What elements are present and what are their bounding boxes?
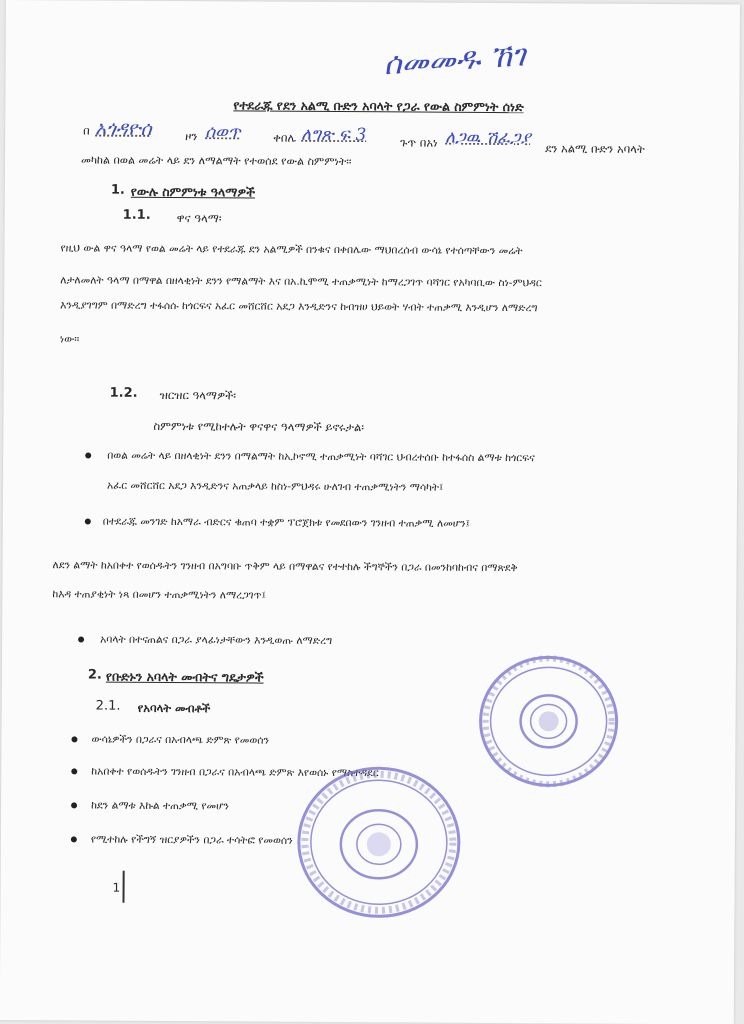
intro-label-kebele: ቀበሌ xyxy=(273,130,297,145)
rights-bullet: የሚተከሉ የችግኝ ዝርያዎችን በጋራ ተሳትፎ የመወሰን xyxy=(90,833,293,847)
section-1-2-number: 1.2. xyxy=(109,385,138,401)
bullet-dot xyxy=(71,802,77,808)
document-title: የተደራጁ የደን አልሚ ቡድን አባላት የጋራ የውል ስምምነት ሰነድ xyxy=(233,97,524,115)
page-number-bracket xyxy=(122,871,124,903)
purpose-para-line: ነው፡፡ xyxy=(59,333,80,346)
bullet-dot xyxy=(71,736,77,742)
objective-bullet-2: በተደራጁ መንገድ ከአማራ ብድርና ቁጠባ ተቋም ፕሮጀክቱ የመደበውን ገንዘብ ተጠቃሚ ለመሆን፤ xyxy=(102,515,470,530)
section-1-1-number: 1.1. xyxy=(122,207,151,223)
rights-bullet: ከደን ልማቱ እኩል ተጠቃሚ የመሆን xyxy=(91,799,229,813)
objective-bullet-1-line: አፈር መሸርሸር አደጋ እንዲድንና አጠቃላይ ከስነ-ምህዳሩ ሁለገብ ተጠቃሚነትን ማሳካት፤ xyxy=(106,479,444,494)
section-1-number: 1. xyxy=(110,182,125,198)
official-stamp-right xyxy=(475,651,622,792)
bullet-dot xyxy=(85,518,91,524)
purpose-para-line: እንዲያገግም በማድረግ ተፋሰሱ ከጎርፍና አፈር መሸርሸር አደጋ እንዲድንና ከብዝሀ ህይወት ሃብት ተጠቃሚ እንዲሆን ለማድረግ xyxy=(60,299,538,315)
rights-bullet: ከአበቀተ የወሰዱትን ገንዘብ በጋራና በአብላጫ ድምጽ እየወሰኑ የማስተዳደር xyxy=(91,765,379,780)
section-2-1-heading: የአባላት መብቶች xyxy=(137,700,211,716)
section-1-2-intro: ስምምነቱ የሚከተሉት ዋናዋና ዓላማዎች ይኖሩታል፡ xyxy=(153,418,365,435)
bullet-dot xyxy=(71,768,77,774)
bullet-dot xyxy=(71,836,77,842)
intro-kebele-value: ለግጽ ፍ 3 xyxy=(301,124,367,146)
section-2-heading: የቡድኑን አባላት መብትና ግዴታዎች xyxy=(105,668,264,685)
objective-bullet-1-line: በወል መሬት ላይ በዘላቂነት ደንን በማልማት ከኢኮኖሚ ተጠቃሚነት ባሻገር ህብረተሰቡ ከተፋሰስ ልማቱ ከጎርፍና xyxy=(107,449,535,465)
intro-region-value: አጎዳዮሰ xyxy=(95,117,152,140)
bullet-dot xyxy=(85,452,91,458)
intro-line-2: መካከል በወል መሬት ላይ ደን ለማልማት የተወሰደ የውል ስምምነት፡፡ xyxy=(80,153,352,169)
section-1-1-heading: ዋና ዓላማ፡ xyxy=(176,211,222,226)
rights-bullet: ውሳኔዎችን በጋራና በአብላጫ ድምጽ የመወሰን xyxy=(91,733,270,747)
official-stamp-bottom xyxy=(292,762,465,923)
intro-zone-value: ሰወጥ xyxy=(205,122,241,143)
objective-bullet-3: አባላት በተናጠልና በጋራ ያላፊነታቸውን እንዲወጡ ለማድረግ xyxy=(100,633,333,648)
purpose-para-line: የዚህ ውል ዋና ዓላማ የወል መሬት ላይ የተደራጁ ደን አልሚዎች በንቁና በቀበሌው ማህበረሰብ ውሳኔ የተሰጣቸውን መሬት xyxy=(60,242,523,258)
handwritten-annotation: ሰመመዱ ኸገ xyxy=(382,38,527,83)
section-1-2-heading: ዝርዝር ዓላማዎች፡ xyxy=(159,387,237,403)
page-number: 1 xyxy=(112,880,121,895)
bullet-dot xyxy=(78,636,84,642)
section-2-number: 2. xyxy=(87,667,102,683)
intro-suffix: ደን አልሚ ቡድን አባላት xyxy=(545,141,645,156)
objective-para-line: ከእዳ ተጠያቂነት ነጻ በመሆን ተጠቃሚነትን ለማረጋገጥ፤ xyxy=(52,588,266,602)
section-2-1-number: 2.1. xyxy=(95,698,121,714)
intro-label-in: ጉጥ በአነ xyxy=(400,135,438,150)
objective-para-line: ለደን ልማት ከአበቀተ የወሰዱትን ገንዘብ በአግባቡ ጥቅም ላይ በማዋልና የተተከሉ ችግኞችን በጋራ በመንከባከብና በማጽደቅ xyxy=(52,559,518,575)
section-1-heading: የውሉ ስምምነቱ ዓላማዎች xyxy=(130,183,256,200)
purpose-para-line: ለታለመለት ዓላማ በማዋል በዘላቂነት ደንን የማልማት እና በአ.ኪሞሚ ተጠቃሚነት ከማረጋገጥ ባሻገር የአካባቢው ስነ-ምህዳር xyxy=(60,274,542,290)
intro-label-zone: ዞን xyxy=(185,129,198,144)
intro-prefix: በ xyxy=(83,123,90,138)
intro-place-value: ለጋዉ ሽፈጋያ xyxy=(445,127,531,149)
